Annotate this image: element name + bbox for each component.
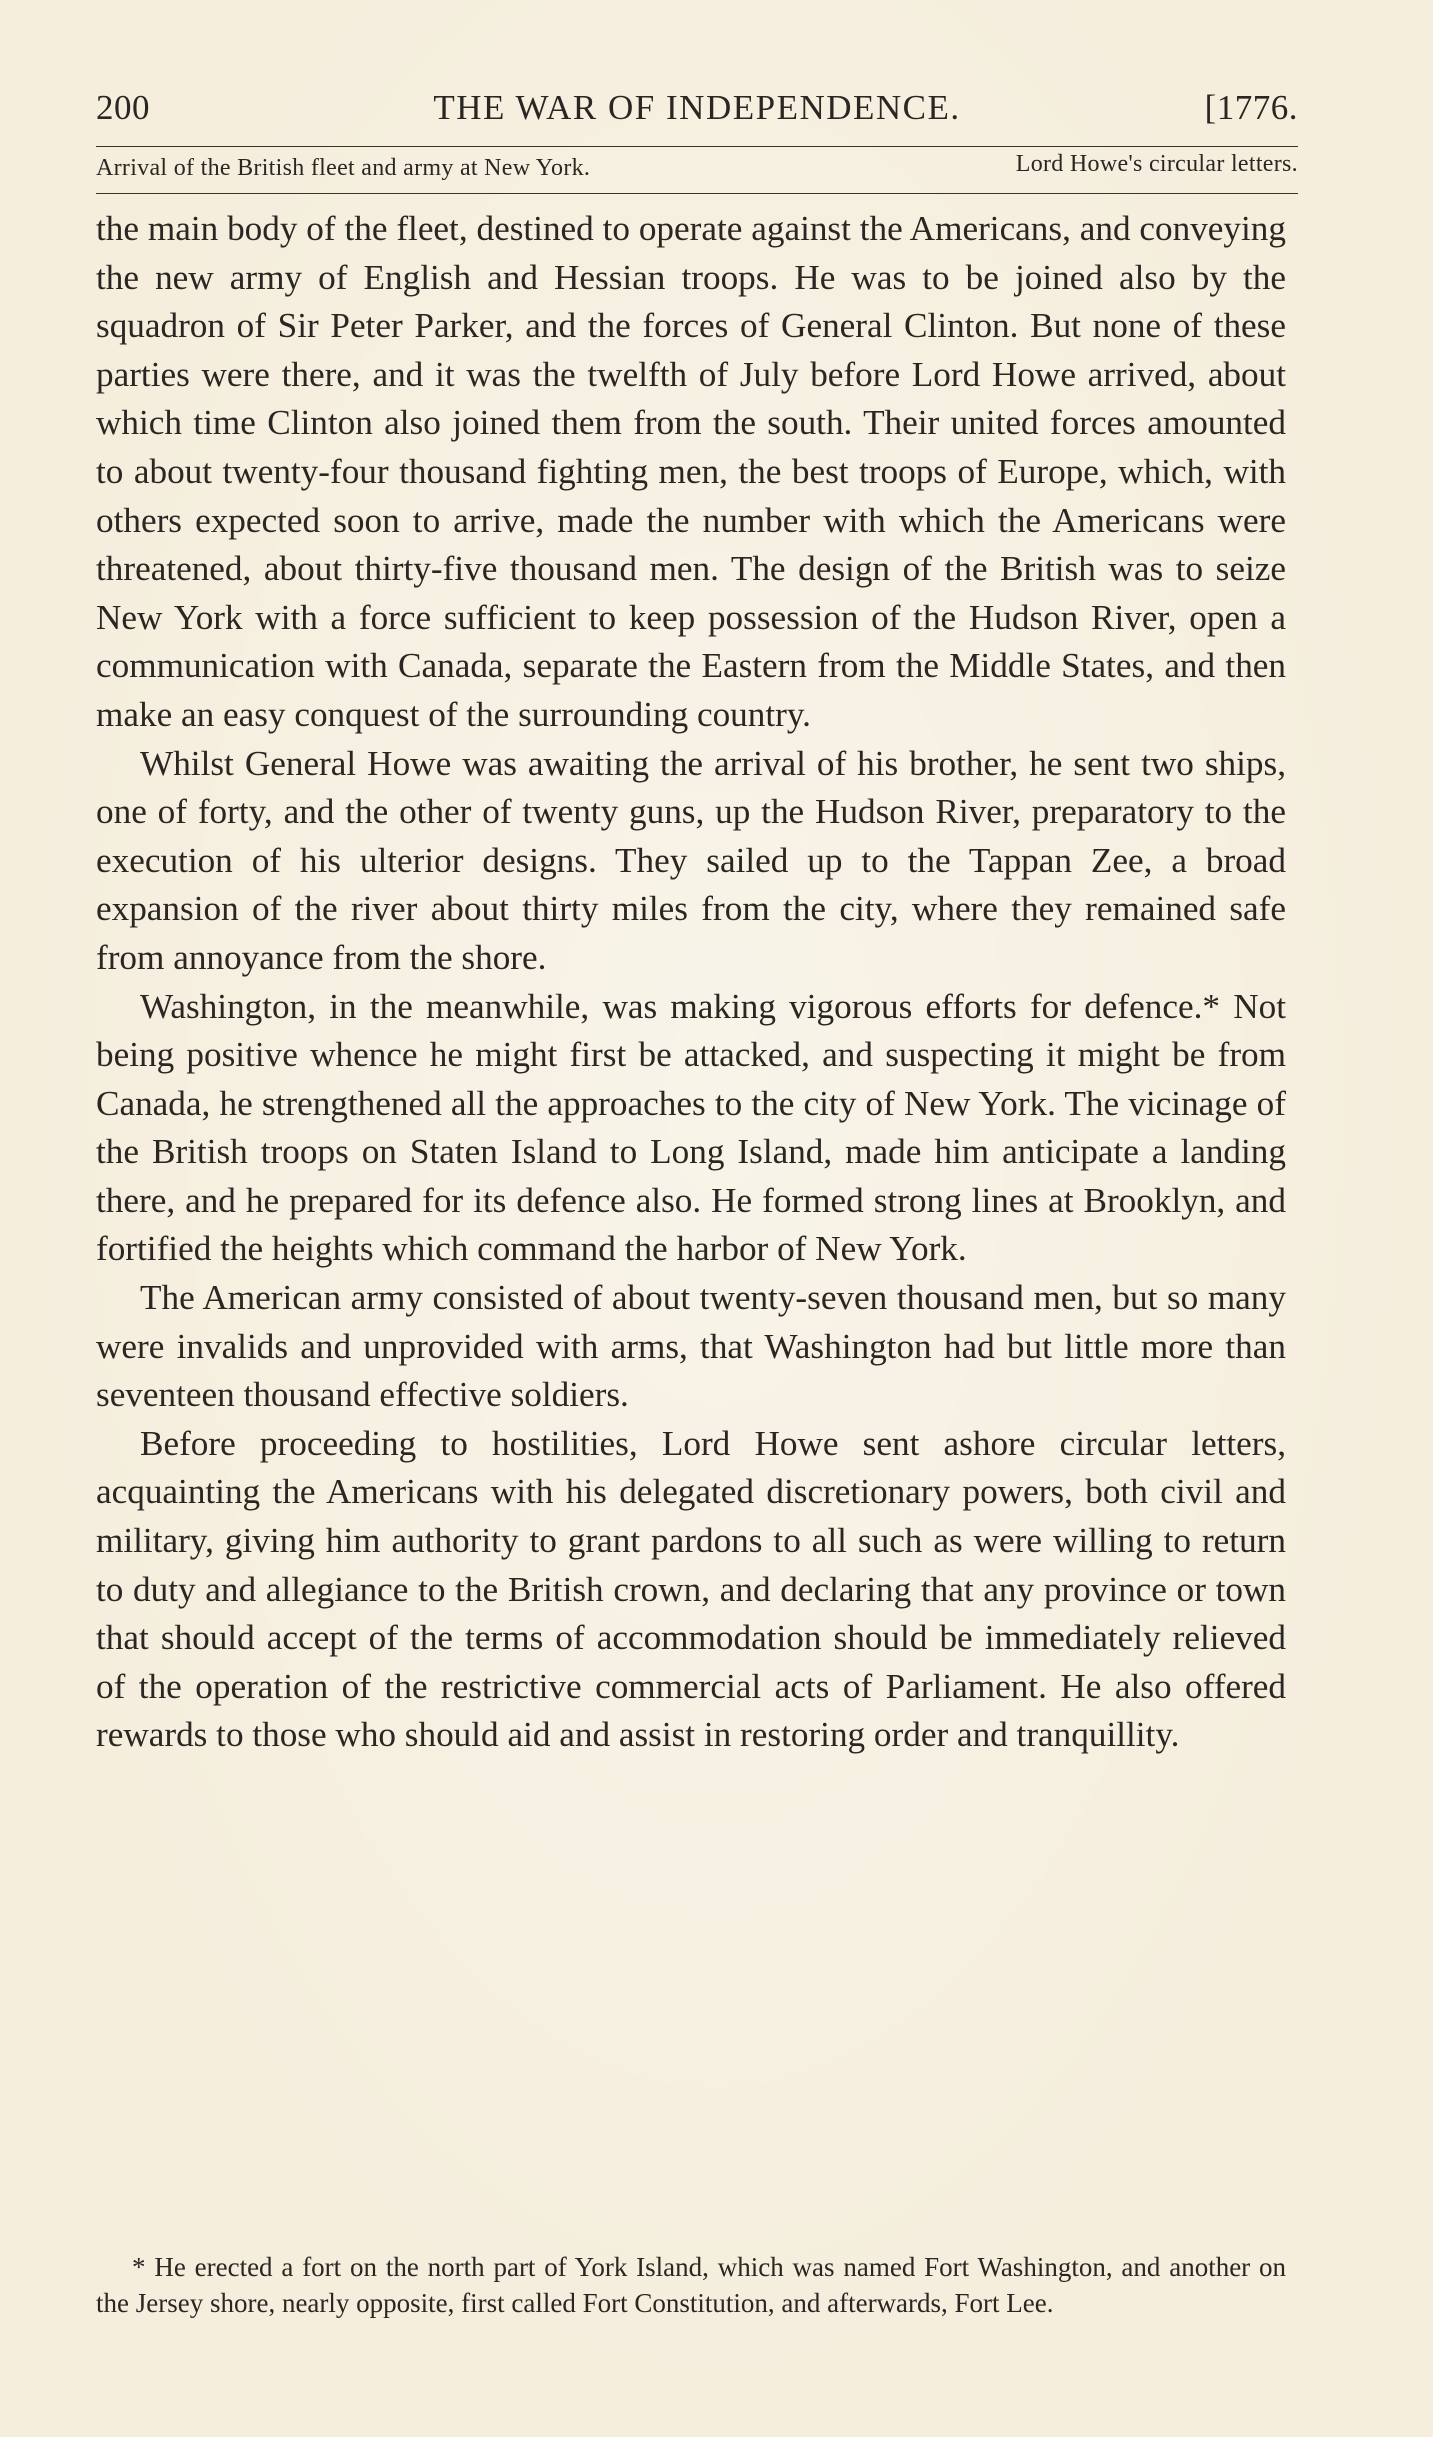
paragraph: Washington, in the meanwhile, was making vigorous efforts for defence.* Not being positive whence he might first be attacked, and suspecting it might be from Canada, he strengthened all the approaches to the city of New York. The vicinage of the British troops on Staten Island to Long Island, made him anticipate a landing there, and he prepared for its defence also. He formed strong lines at Brooklyn, and fortified the heights which command the harbor of New York.: [96, 986, 1286, 1269]
footnote-text: * He erected a fort on the north part of York Island, which was named Fort Washington, and another on the Jersey shore, nearly opposite, first called Fort Constitution, and afterwards, Fort Lee.: [96, 2252, 1286, 2318]
section-subheader: [96, 146, 1298, 194]
subheader-left: Arrival of the British fleet and army at New York.: [96, 155, 591, 181]
running-header: [96, 88, 1298, 138]
paragraph: The American army consisted of about twenty-seven thousand men, but so many were invalids and unprovided with arms, that Washington had but little more than seventeen thousand effective soldiers.: [96, 1278, 1286, 1415]
book-title: THE WAR OF INDEPENDENCE.: [433, 88, 961, 127]
subheader-right: Lord Howe's circular letters.: [1015, 151, 1298, 177]
paragraph: Whilst General Howe was awaiting the arrival of his brother, he sent two ships, one of forty, and the other of twenty guns, up the Hudson River, preparatory to the execution of his ulterior designs. They sailed up to the Tappan Zee, a broad expansion of the river about thirty miles from the city, where they remained safe from annoyance from the shore.: [96, 743, 1286, 977]
paragraph: the main body of the fleet, destined to operate against the Americans, and conveying the new army of English and Hessian troops. He was to be joined also by the squadron of Sir Peter Parker, and the forces of General Clinton. But none of these parties were there, and it was the twelfth of July before Lord Howe arrived, about which time Clinton also joined them from the south. Their united forces amounted to about twenty-four thousand fighting men, the best troops of Europe, which, with others expected soon to arrive, made the number with which the Americans were threatened, about thirty-five thousand men. The design of the British was to seize New York with a force sufficient to keep possession of the Hudson River, open a communication with Canada, separate the Eastern from the Middle States, and then make an easy conquest of the surrounding country.: [96, 209, 1286, 734]
page-number: 200: [96, 88, 150, 127]
body-text: [96, 205, 1286, 1760]
paragraph: Before proceeding to hostilities, Lord Howe sent ashore circular letters, acquainting the Americans with his delegated discretionary powers, both civil and military, giving him authority to grant pardons to all such as were willing to return to duty and allegiance to the British crown, and declaring that any province or town that should accept of the terms of accommodation should be immediately relieved of the operation of the restrictive commercial acts of Parliament. He also offered rewards to those who should aid and assist in restoring order and tranquillity.: [96, 1423, 1286, 1755]
year-marker: [1776.: [1204, 88, 1298, 127]
footnote: [96, 2249, 1286, 2321]
